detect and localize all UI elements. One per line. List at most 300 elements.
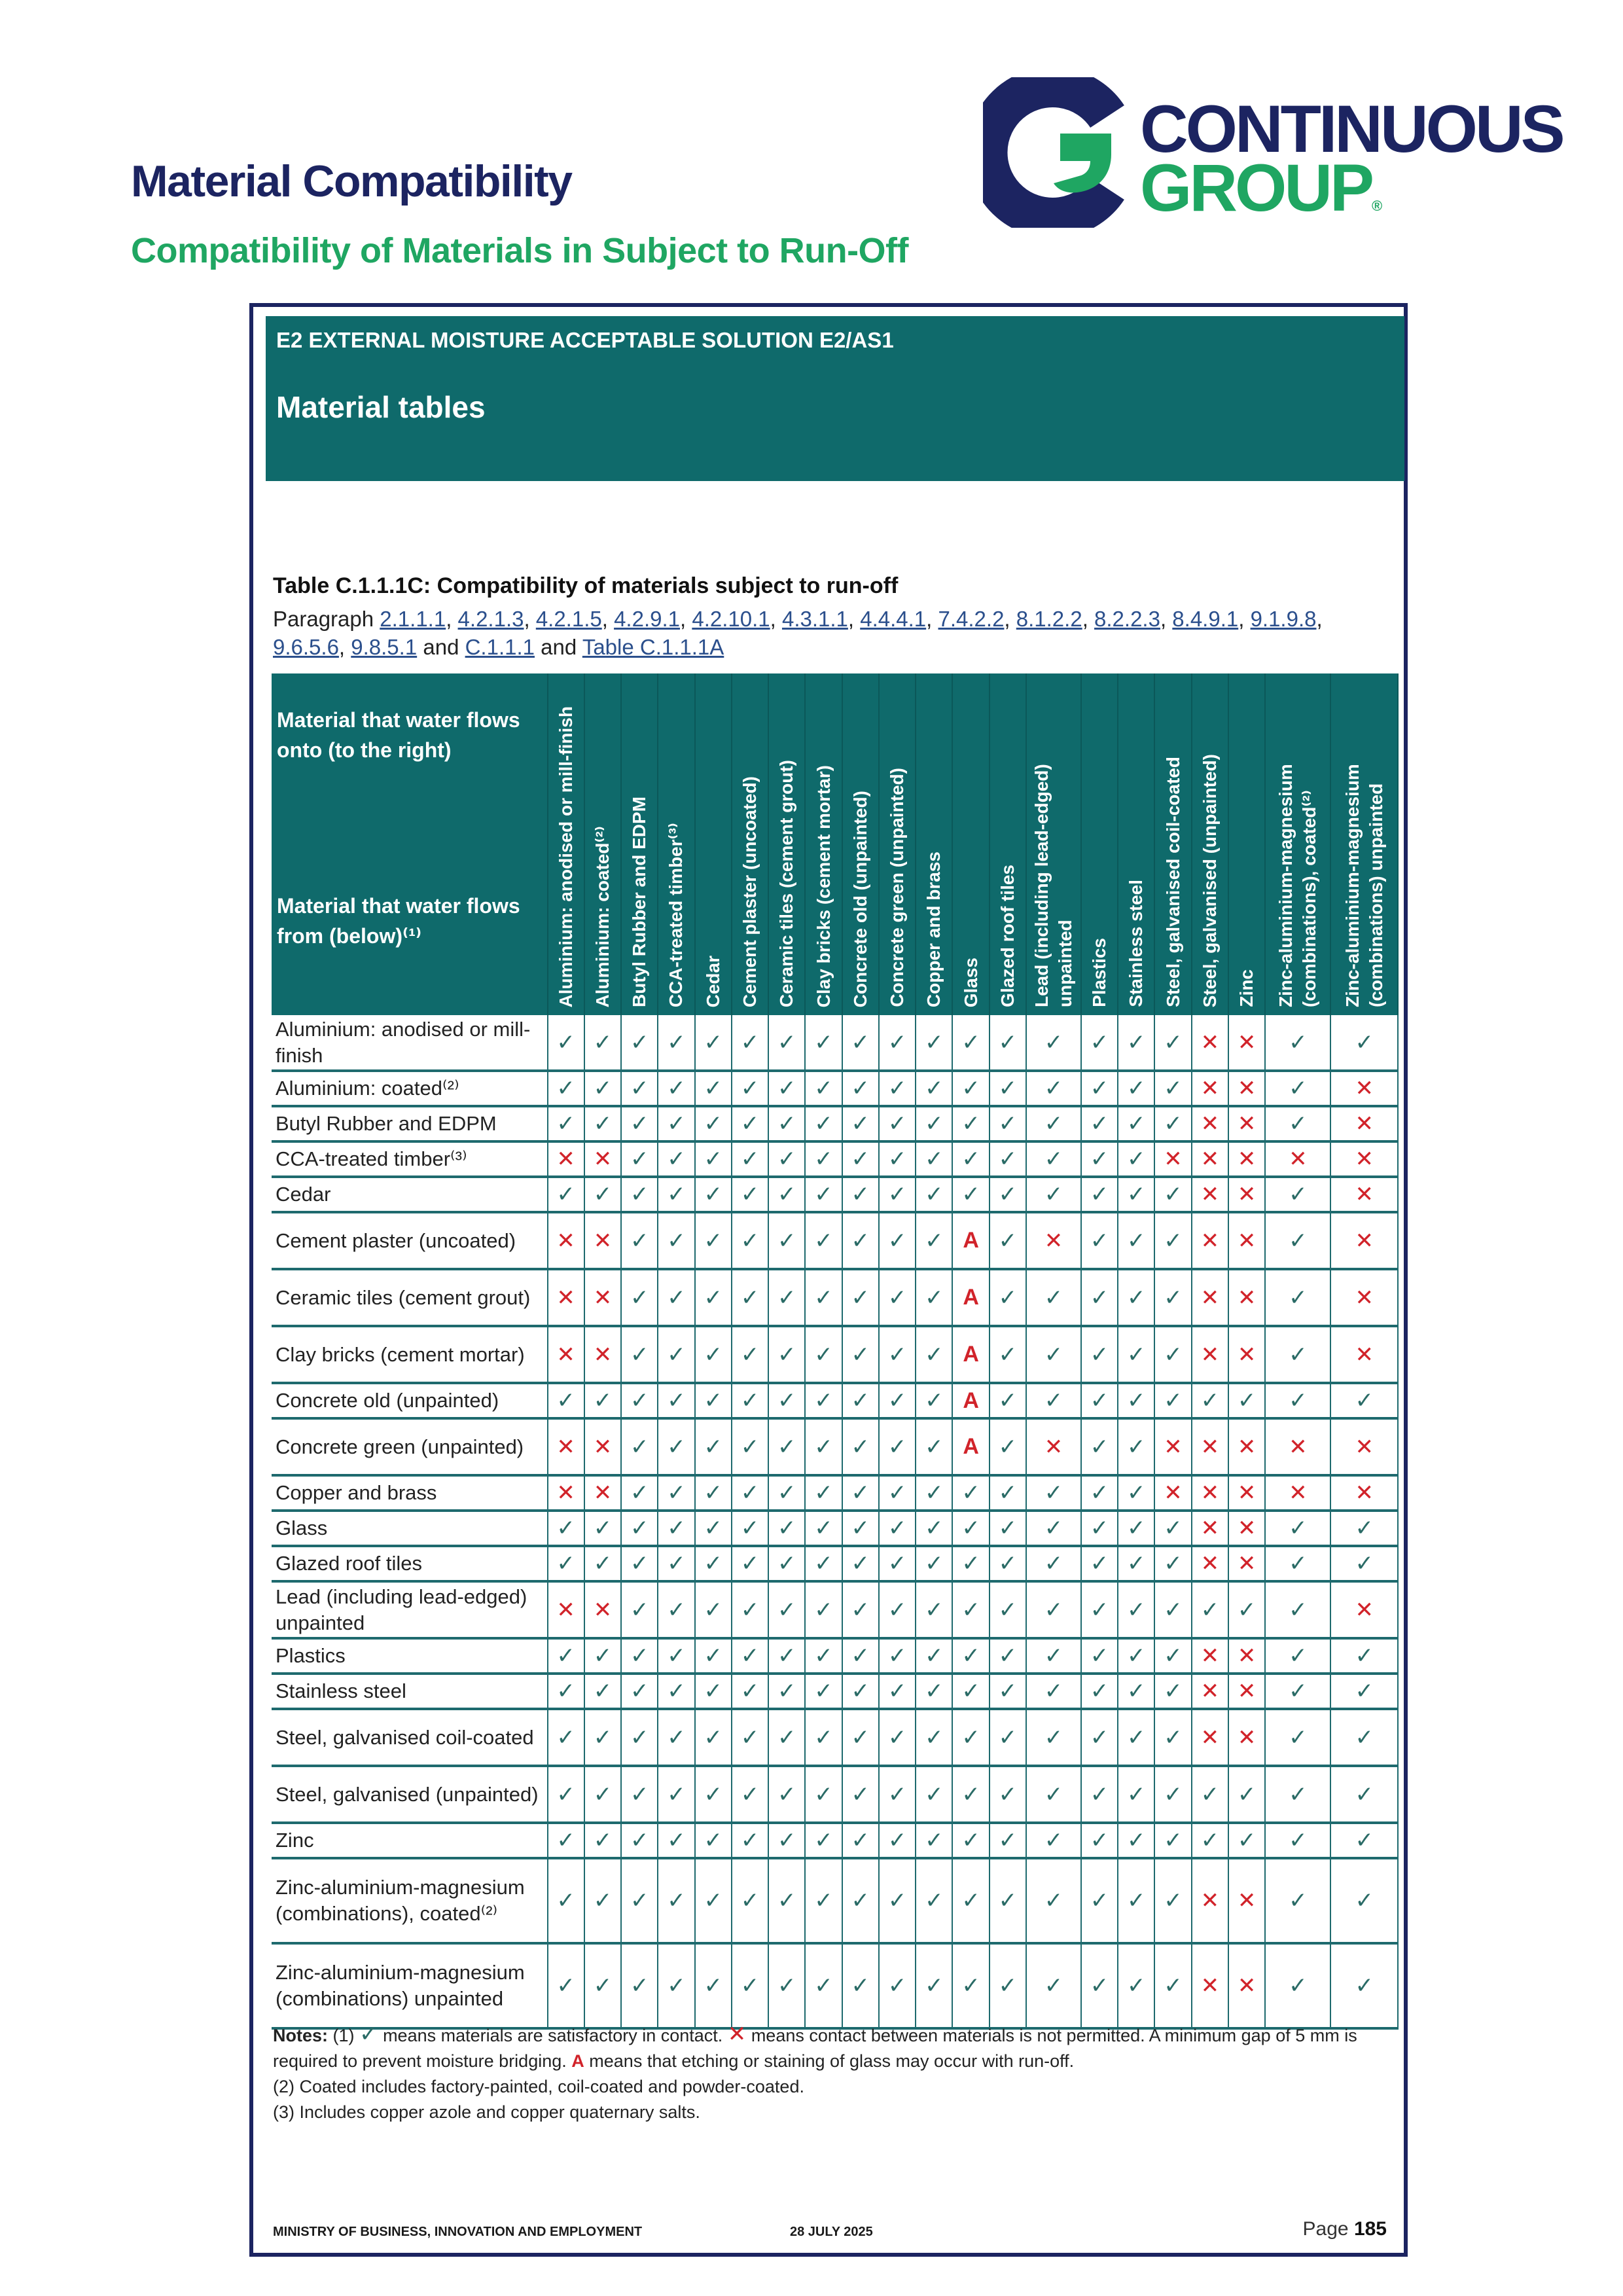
compatible-check-icon: ✓ xyxy=(695,1212,732,1269)
compatible-check-icon: ✓ xyxy=(1081,1546,1118,1581)
compatible-check-icon: ✓ xyxy=(805,1015,842,1071)
column-header xyxy=(916,673,952,1015)
compatible-check-icon: ✓ xyxy=(732,1546,768,1581)
compatible-check-icon: ✓ xyxy=(548,1383,584,1418)
paragraph-link[interactable]: 8.4.9.1 xyxy=(1172,607,1239,631)
incompatible-cross-icon: ✕ xyxy=(1192,1071,1228,1106)
incompatible-cross-icon: ✕ xyxy=(584,1581,621,1638)
row-label: Concrete green (unpainted) xyxy=(272,1418,548,1475)
compatible-check-icon: ✓ xyxy=(695,1766,732,1823)
compatible-check-icon: ✓ xyxy=(990,1141,1026,1177)
incompatible-cross-icon: ✕ xyxy=(1330,1106,1398,1141)
column-header xyxy=(1026,673,1081,1015)
incompatible-cross-icon: ✕ xyxy=(1192,1177,1228,1212)
banner-supertitle: E2 EXTERNAL MOISTURE ACCEPTABLE SOLUTION E2/AS1 xyxy=(276,328,894,352)
compatible-check-icon: ✓ xyxy=(1081,1638,1118,1674)
paragraph-link[interactable]: 9.1.9.8 xyxy=(1250,607,1317,631)
compatible-check-icon: ✓ xyxy=(1228,1581,1265,1638)
compatible-check-icon: ✓ xyxy=(1265,1269,1330,1326)
compatibility-table xyxy=(272,673,1399,2030)
compatible-check-icon: ✓ xyxy=(768,1674,805,1709)
compatible-check-icon: ✓ xyxy=(1154,1071,1191,1106)
column-header xyxy=(695,673,732,1015)
compatible-check-icon: ✓ xyxy=(732,1674,768,1709)
paragraph-references: Paragraph 2.1.1.1, 4.2.1.3, 4.2.1.5, 4.2.9.1, 4.2.10.1, 4.3.1.1, 4.4.4.1, 7.4.2.2, 8.1.2.2, 8.2.2.3, 8.4.9.1, 9.1.9.8, 9.6.5.6, 9.8.5.1 and C.1.1.1 and Table C.1.1.1A xyxy=(273,607,1323,659)
paragraph-link[interactable]: 4.4.4.1 xyxy=(860,607,927,631)
compatible-check-icon: ✓ xyxy=(879,1326,916,1383)
compatible-check-icon: ✓ xyxy=(768,1071,805,1106)
incompatible-cross-icon: ✕ xyxy=(1192,1511,1228,1546)
compatible-check-icon: ✓ xyxy=(658,1511,694,1546)
column-header-label: Lead (including lead-edged) unpainted xyxy=(1031,764,1075,1007)
compatible-check-icon: ✓ xyxy=(695,1823,732,1858)
compatible-check-icon: ✓ xyxy=(1154,1823,1191,1858)
compatible-check-icon: ✓ xyxy=(990,1475,1026,1511)
column-header xyxy=(1265,673,1330,1015)
footer-page: Page 185 xyxy=(1302,2218,1387,2240)
column-header-label: Steel, galvanised (unpainted) xyxy=(1199,753,1220,1007)
column-header-label: Zinc-aluminium-magnesium (combinations) unpainted xyxy=(1342,764,1386,1007)
compatible-check-icon: ✓ xyxy=(548,1766,584,1823)
compatible-check-icon: ✓ xyxy=(695,1383,732,1418)
compatible-check-icon: ✓ xyxy=(842,1709,879,1766)
compatible-check-icon: ✓ xyxy=(621,1546,658,1581)
incompatible-cross-icon: ✕ xyxy=(1192,1943,1228,2028)
incompatible-cross-icon: ✕ xyxy=(1228,1475,1265,1511)
compatible-check-icon: ✓ xyxy=(768,1106,805,1141)
table-row xyxy=(272,1858,1398,1943)
compatible-check-icon: ✓ xyxy=(732,1638,768,1674)
incompatible-cross-icon: ✕ xyxy=(548,1141,584,1177)
incompatible-cross-icon: ✕ xyxy=(1265,1418,1330,1475)
note-1-no-text: means contact between materials is not permitted. A minimum gap of 5 mm is required to prevent moisture bridging. xyxy=(273,2026,1357,2071)
etching-a-mark: A xyxy=(952,1269,989,1326)
compatible-check-icon: ✓ xyxy=(1330,1766,1398,1823)
compatible-check-icon: ✓ xyxy=(658,1383,694,1418)
paragraph-and: and xyxy=(541,635,577,659)
row-label: Ceramic tiles (cement grout) xyxy=(272,1269,548,1326)
compatible-check-icon: ✓ xyxy=(1118,1638,1154,1674)
table-corner-header xyxy=(272,673,548,1015)
compatible-check-icon: ✓ xyxy=(1118,1858,1154,1943)
paragraph-link[interactable]: 9.6.5.6 xyxy=(273,635,339,659)
column-header-label: Glazed roof tiles xyxy=(997,865,1018,1007)
incompatible-cross-icon: ✕ xyxy=(1228,1141,1265,1177)
compatible-check-icon: ✓ xyxy=(1265,1383,1330,1418)
logo-c-mark-icon xyxy=(983,77,1133,228)
row-label: Clay bricks (cement mortar) xyxy=(272,1326,548,1383)
compatible-check-icon: ✓ xyxy=(1118,1823,1154,1858)
compatible-check-icon: ✓ xyxy=(732,1141,768,1177)
incompatible-cross-icon: ✕ xyxy=(1228,1638,1265,1674)
compatible-check-icon: ✓ xyxy=(658,1326,694,1383)
incompatible-cross-icon: ✕ xyxy=(1026,1418,1081,1475)
incompatible-cross-icon: ✕ xyxy=(548,1475,584,1511)
compatible-check-icon: ✓ xyxy=(621,1383,658,1418)
table-row xyxy=(272,1581,1398,1638)
compatible-check-icon: ✓ xyxy=(548,1546,584,1581)
row-label: Copper and brass xyxy=(272,1475,548,1511)
compatible-check-icon: ✓ xyxy=(916,1326,952,1383)
incompatible-cross-icon: ✕ xyxy=(1192,1269,1228,1326)
compatible-check-icon: ✓ xyxy=(879,1581,916,1638)
column-header xyxy=(658,673,694,1015)
incompatible-cross-icon: ✕ xyxy=(1228,1511,1265,1546)
compatible-check-icon: ✓ xyxy=(879,1943,916,2028)
row-label: Concrete old (unpainted) xyxy=(272,1383,548,1418)
compatible-check-icon: ✓ xyxy=(621,1177,658,1212)
incompatible-cross-icon: ✕ xyxy=(1228,1674,1265,1709)
compatible-check-icon: ✓ xyxy=(952,1943,989,2028)
compatible-check-icon: ✓ xyxy=(584,1823,621,1858)
compatible-check-icon: ✓ xyxy=(621,1858,658,1943)
compatible-check-icon: ✓ xyxy=(732,1212,768,1269)
compatible-check-icon: ✓ xyxy=(952,1141,989,1177)
paragraph-link[interactable]: 4.2.10.1 xyxy=(692,607,770,631)
compatible-check-icon: ✓ xyxy=(990,1709,1026,1766)
incompatible-cross-icon: ✕ xyxy=(584,1212,621,1269)
compatible-check-icon: ✓ xyxy=(805,1511,842,1546)
compatible-check-icon: ✓ xyxy=(1265,1212,1330,1269)
compatible-check-icon: ✓ xyxy=(842,1418,879,1475)
note-1 xyxy=(273,2022,1392,2074)
compatible-check-icon: ✓ xyxy=(1154,1546,1191,1581)
incompatible-cross-icon: ✕ xyxy=(1192,1546,1228,1581)
compatible-check-icon: ✓ xyxy=(1265,1709,1330,1766)
compatible-check-icon: ✓ xyxy=(1118,1943,1154,2028)
column-header xyxy=(1228,673,1265,1015)
compatible-check-icon: ✓ xyxy=(1118,1212,1154,1269)
column-header-label: Aluminium: coated⁽²⁾ xyxy=(592,825,613,1007)
compatible-check-icon: ✓ xyxy=(658,1212,694,1269)
compatible-check-icon: ✓ xyxy=(916,1418,952,1475)
paragraph-link[interactable]: 2.1.1.1 xyxy=(380,607,446,631)
incompatible-cross-icon: ✕ xyxy=(584,1141,621,1177)
paragraph-link[interactable]: 4.2.9.1 xyxy=(614,607,680,631)
compatible-check-icon: ✓ xyxy=(1118,1141,1154,1177)
compatible-check-icon: ✓ xyxy=(1330,1511,1398,1546)
incompatible-cross-icon: ✕ xyxy=(1192,1141,1228,1177)
compatible-check-icon: ✓ xyxy=(805,1475,842,1511)
incompatible-cross-icon: ✕ xyxy=(548,1326,584,1383)
compatible-check-icon: ✓ xyxy=(952,1581,989,1638)
compatible-check-icon: ✓ xyxy=(1192,1766,1228,1823)
incompatible-cross-icon: ✕ xyxy=(548,1418,584,1475)
incompatible-cross-icon: ✕ xyxy=(1330,1326,1398,1383)
incompatible-cross-icon: ✕ xyxy=(1192,1475,1228,1511)
table-title: Table C.1.1.1C: Compatibility of materials subject to run-off xyxy=(273,573,899,598)
row-label: Lead (including lead-edged) unpainted xyxy=(272,1581,548,1638)
compatible-check-icon: ✓ xyxy=(1081,1581,1118,1638)
incompatible-cross-icon: ✕ xyxy=(1330,1475,1398,1511)
compatible-check-icon: ✓ xyxy=(842,1141,879,1177)
compatible-check-icon: ✓ xyxy=(842,1823,879,1858)
compatible-check-icon: ✓ xyxy=(805,1071,842,1106)
notes-label: Notes: xyxy=(273,2026,329,2045)
compatible-check-icon: ✓ xyxy=(916,1212,952,1269)
compatible-check-icon: ✓ xyxy=(621,1475,658,1511)
compatible-check-icon: ✓ xyxy=(1265,1858,1330,1943)
column-header xyxy=(1118,673,1154,1015)
corner-flows-onto: Material that water flows onto (to the right) xyxy=(277,708,520,762)
compatible-check-icon: ✓ xyxy=(768,1269,805,1326)
incompatible-cross-icon: ✕ xyxy=(1228,1546,1265,1581)
compatible-check-icon: ✓ xyxy=(768,1177,805,1212)
compatible-check-icon: ✓ xyxy=(768,1943,805,2028)
compatible-check-icon: ✓ xyxy=(1154,1674,1191,1709)
compatible-check-icon: ✓ xyxy=(879,1015,916,1071)
compatible-check-icon: ✓ xyxy=(732,1383,768,1418)
paragraph-link[interactable]: 7.4.2.2 xyxy=(938,607,1005,631)
compatible-check-icon: ✓ xyxy=(621,1709,658,1766)
compatible-check-icon: ✓ xyxy=(1026,1326,1081,1383)
row-label: Stainless steel xyxy=(272,1674,548,1709)
compatible-check-icon: ✓ xyxy=(1265,1511,1330,1546)
column-header-label: Ceramic tiles (cement grout) xyxy=(776,759,797,1007)
compatible-check-icon: ✓ xyxy=(732,1106,768,1141)
compatible-check-icon: ✓ xyxy=(768,1418,805,1475)
incompatible-cross-icon: ✕ xyxy=(1192,1418,1228,1475)
compatible-check-icon: ✓ xyxy=(879,1638,916,1674)
compatible-check-icon: ✓ xyxy=(1118,1015,1154,1071)
compatible-check-icon: ✓ xyxy=(1228,1823,1265,1858)
paragraph-link[interactable]: 8.1.2.2 xyxy=(1016,607,1082,631)
compatible-check-icon: ✓ xyxy=(1081,1475,1118,1511)
table-row xyxy=(272,1511,1398,1546)
column-header xyxy=(879,673,916,1015)
incompatible-cross-icon: ✕ xyxy=(1228,1106,1265,1141)
row-label: Steel, galvanised (unpainted) xyxy=(272,1766,548,1823)
compatible-check-icon: ✓ xyxy=(916,1141,952,1177)
compatible-check-icon: ✓ xyxy=(548,1071,584,1106)
compatible-check-icon: ✓ xyxy=(1118,1581,1154,1638)
compatible-check-icon: ✓ xyxy=(916,1546,952,1581)
column-header xyxy=(842,673,879,1015)
incompatible-cross-icon: ✕ xyxy=(1228,1858,1265,1943)
compatible-check-icon: ✓ xyxy=(990,1674,1026,1709)
compatible-check-icon: ✓ xyxy=(732,1823,768,1858)
table-row xyxy=(272,1177,1398,1212)
compatible-check-icon: ✓ xyxy=(990,1511,1026,1546)
logo-wordmark-group: GROUP® xyxy=(1140,151,1383,225)
compatible-check-icon: ✓ xyxy=(621,1141,658,1177)
row-label: Zinc-aluminium-magnesium (combinations) unpainted xyxy=(272,1943,548,2028)
compatible-check-icon: ✓ xyxy=(990,1823,1026,1858)
incompatible-cross-icon: ✕ xyxy=(1228,1943,1265,2028)
incompatible-cross-icon: ✕ xyxy=(548,1212,584,1269)
compatible-check-icon: ✓ xyxy=(879,1511,916,1546)
compatible-check-icon: ✓ xyxy=(952,1106,989,1141)
incompatible-cross-icon: ✕ xyxy=(1192,1326,1228,1383)
compatible-check-icon: ✓ xyxy=(805,1709,842,1766)
compatible-check-icon: ✓ xyxy=(1330,1943,1398,2028)
compatible-check-icon: ✓ xyxy=(1265,1581,1330,1638)
compatible-check-icon: ✓ xyxy=(952,1511,989,1546)
compatible-check-icon: ✓ xyxy=(879,1071,916,1106)
compatible-check-icon: ✓ xyxy=(1154,1581,1191,1638)
compatible-check-icon: ✓ xyxy=(1154,1766,1191,1823)
compatible-check-icon: ✓ xyxy=(952,1674,989,1709)
compatible-check-icon: ✓ xyxy=(805,1581,842,1638)
column-header-label: Concrete old (unpainted) xyxy=(849,790,870,1007)
compatible-check-icon: ✓ xyxy=(621,1326,658,1383)
paragraph-link-c[interactable]: C.1.1.1 xyxy=(465,635,535,659)
compatible-check-icon: ✓ xyxy=(990,1015,1026,1071)
note-1-a-text: means that etching or staining of glass may occur with run-off. xyxy=(589,2051,1075,2071)
compatible-check-icon: ✓ xyxy=(1330,1823,1398,1858)
compatible-check-icon: ✓ xyxy=(732,1858,768,1943)
compatible-check-icon: ✓ xyxy=(732,1943,768,2028)
compatible-check-icon: ✓ xyxy=(805,1766,842,1823)
incompatible-cross-icon: ✕ xyxy=(1192,1709,1228,1766)
compatible-check-icon: ✓ xyxy=(1330,1546,1398,1581)
compatible-check-icon: ✓ xyxy=(952,1546,989,1581)
compatible-check-icon: ✓ xyxy=(548,1823,584,1858)
compatible-check-icon: ✓ xyxy=(1026,1177,1081,1212)
compatible-check-icon: ✓ xyxy=(1118,1177,1154,1212)
compatible-check-icon: ✓ xyxy=(1118,1475,1154,1511)
compatible-check-icon: ✓ xyxy=(916,1269,952,1326)
compatible-check-icon: ✓ xyxy=(805,1106,842,1141)
compatible-check-icon: ✓ xyxy=(1154,1015,1191,1071)
compatible-check-icon: ✓ xyxy=(842,1943,879,2028)
table-row xyxy=(272,1943,1398,2028)
row-label: Cedar xyxy=(272,1177,548,1212)
column-header-label: Glass xyxy=(960,957,981,1007)
incompatible-cross-icon: ✕ xyxy=(1228,1071,1265,1106)
note-2: (2) Coated includes factory-painted, coil-coated and powder-coated. xyxy=(273,2077,804,2096)
compatible-check-icon: ✓ xyxy=(768,1546,805,1581)
column-header-label: Concrete green (unpainted) xyxy=(887,768,908,1007)
compatible-check-icon: ✓ xyxy=(1026,1269,1081,1326)
compatible-check-icon: ✓ xyxy=(1330,1858,1398,1943)
incompatible-cross-icon: ✕ xyxy=(584,1269,621,1326)
compatible-check-icon: ✓ xyxy=(658,1638,694,1674)
compatible-check-icon: ✓ xyxy=(916,1638,952,1674)
compatible-check-icon: ✓ xyxy=(1118,1709,1154,1766)
etching-a-symbol: A xyxy=(571,2051,584,2071)
compatible-check-icon: ✓ xyxy=(1026,1858,1081,1943)
compatible-check-icon: ✓ xyxy=(621,1943,658,2028)
compatible-check-icon: ✓ xyxy=(1118,1418,1154,1475)
compatible-check-icon: ✓ xyxy=(732,1071,768,1106)
compatible-check-icon: ✓ xyxy=(990,1071,1026,1106)
compatible-check-icon: ✓ xyxy=(879,1858,916,1943)
compatible-check-icon: ✓ xyxy=(952,1638,989,1674)
compatible-check-icon: ✓ xyxy=(1081,1418,1118,1475)
compatible-check-icon: ✓ xyxy=(990,1326,1026,1383)
table-row xyxy=(272,1015,1398,1071)
column-header xyxy=(768,673,805,1015)
compatible-check-icon: ✓ xyxy=(658,1071,694,1106)
compatible-check-icon: ✓ xyxy=(1026,1071,1081,1106)
note-3: (3) Includes copper azole and copper quaternary salts. xyxy=(273,2102,700,2122)
compatible-check-icon: ✓ xyxy=(842,1071,879,1106)
compatible-check-icon: ✓ xyxy=(879,1269,916,1326)
incompatible-cross-icon: ✕ xyxy=(1192,1212,1228,1269)
incompatible-cross-icon: ✕ xyxy=(1228,1177,1265,1212)
compatible-check-icon: ✓ xyxy=(842,1674,879,1709)
compatible-check-icon: ✓ xyxy=(1265,1674,1330,1709)
compatible-check-icon: ✓ xyxy=(1265,1823,1330,1858)
compatible-check-icon: ✓ xyxy=(805,1141,842,1177)
compatible-check-icon: ✓ xyxy=(658,1475,694,1511)
compatible-check-icon: ✓ xyxy=(1330,1674,1398,1709)
table-row xyxy=(272,1709,1398,1766)
compatible-check-icon: ✓ xyxy=(695,1177,732,1212)
column-header-label: Stainless steel xyxy=(1126,880,1147,1007)
compatible-check-icon: ✓ xyxy=(732,1015,768,1071)
paragraph-link-table[interactable]: Table C.1.1.1A xyxy=(582,635,724,659)
compatible-check-icon: ✓ xyxy=(916,1106,952,1141)
compatible-check-icon: ✓ xyxy=(768,1326,805,1383)
compatible-check-icon: ✓ xyxy=(658,1709,694,1766)
paragraph-link[interactable]: 4.2.1.3 xyxy=(457,607,524,631)
compatible-check-icon: ✓ xyxy=(916,1943,952,2028)
compatible-check-icon: ✓ xyxy=(1118,1546,1154,1581)
row-label: Aluminium: coated⁽²⁾ xyxy=(272,1071,548,1106)
compatible-check-icon: ✓ xyxy=(1026,1511,1081,1546)
compatible-check-icon: ✓ xyxy=(584,1383,621,1418)
compatible-check-icon: ✓ xyxy=(695,1071,732,1106)
compatible-check-icon: ✓ xyxy=(658,1106,694,1141)
paragraph-link[interactable]: 8.2.2.3 xyxy=(1094,607,1160,631)
compatible-check-icon: ✓ xyxy=(584,1943,621,2028)
compatible-check-icon: ✓ xyxy=(916,1709,952,1766)
paragraph-link[interactable]: 4.3.1.1 xyxy=(781,607,848,631)
paragraph-link[interactable]: 4.2.1.5 xyxy=(535,607,602,631)
section-banner xyxy=(266,316,1404,481)
compatible-check-icon: ✓ xyxy=(768,1638,805,1674)
compatible-check-icon: ✓ xyxy=(658,1418,694,1475)
column-header-label: Aluminium: anodised or mill-finish xyxy=(555,706,576,1007)
compatible-check-icon: ✓ xyxy=(584,1071,621,1106)
incompatible-cross-icon: ✕ xyxy=(1330,1581,1398,1638)
compatible-check-icon: ✓ xyxy=(916,1383,952,1418)
column-header xyxy=(548,673,584,1015)
incompatible-cross-icon: ✕ xyxy=(1330,1177,1398,1212)
compatible-check-icon: ✓ xyxy=(842,1326,879,1383)
row-label: Plastics xyxy=(272,1638,548,1674)
paragraph-link[interactable]: 9.8.5.1 xyxy=(351,635,418,659)
compatible-check-icon: ✓ xyxy=(1265,1546,1330,1581)
compatible-check-icon: ✓ xyxy=(1026,1766,1081,1823)
compatible-check-icon: ✓ xyxy=(695,1141,732,1177)
compatible-check-icon: ✓ xyxy=(805,1269,842,1326)
footer-ministry: MINISTRY OF BUSINESS, INNOVATION AND EMPLOYMENT xyxy=(273,2225,643,2239)
incompatible-cross-icon: ✕ xyxy=(1330,1418,1398,1475)
compatible-check-icon: ✓ xyxy=(1026,1674,1081,1709)
compatible-check-icon: ✓ xyxy=(1330,1638,1398,1674)
logo-wordmark-continuous: CONTINUOUS xyxy=(1140,92,1563,166)
compatible-check-icon: ✓ xyxy=(1228,1383,1265,1418)
etching-a-mark: A xyxy=(952,1212,989,1269)
column-header-label: Steel, galvanised coil-coated xyxy=(1162,757,1183,1007)
compatible-check-icon: ✓ xyxy=(1330,1709,1398,1766)
table-row xyxy=(272,1418,1398,1475)
compatible-check-icon: ✓ xyxy=(916,1071,952,1106)
compatible-check-icon: ✓ xyxy=(695,1709,732,1766)
compatible-check-icon: ✓ xyxy=(916,1858,952,1943)
compatible-check-icon: ✓ xyxy=(732,1177,768,1212)
compatible-check-icon: ✓ xyxy=(621,1269,658,1326)
compatible-check-icon: ✓ xyxy=(658,1581,694,1638)
incompatible-cross-icon: ✕ xyxy=(1228,1269,1265,1326)
column-header-label: Zinc xyxy=(1236,969,1257,1007)
compatible-check-icon: ✓ xyxy=(1026,1015,1081,1071)
incompatible-cross-icon: ✕ xyxy=(1330,1269,1398,1326)
compatible-check-icon: ✓ xyxy=(1265,1638,1330,1674)
